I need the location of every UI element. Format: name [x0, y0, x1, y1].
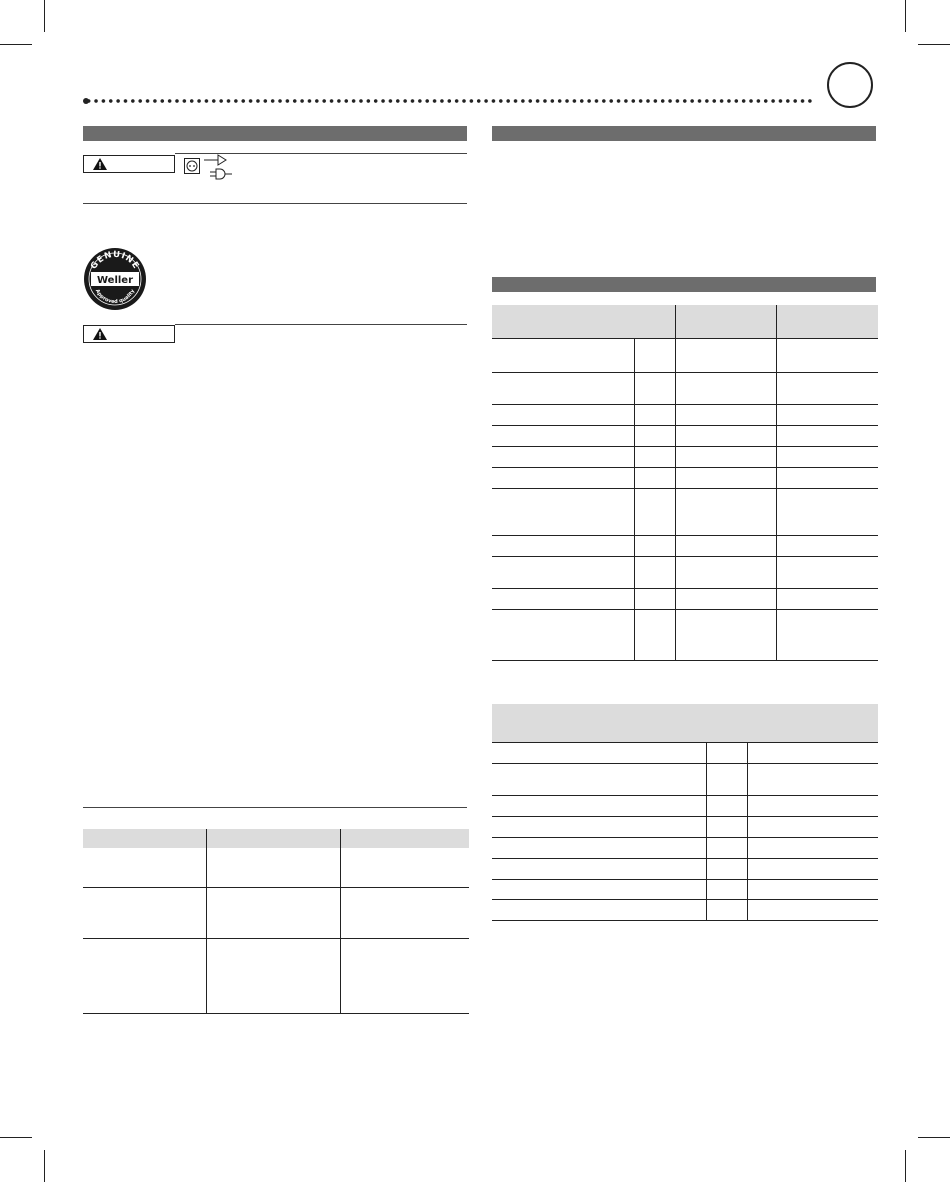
warning-box-1 [83, 155, 175, 173]
right-table-1-col-divider [634, 339, 635, 660]
plug-icon [204, 152, 234, 182]
right-table-2-header [492, 704, 878, 742]
logo-top-text: GENUINE [88, 249, 142, 272]
right-table-1-row-rule [492, 467, 878, 468]
left-rule-1 [83, 203, 467, 204]
crop-mark-bottom-right-h [918, 1137, 950, 1138]
weller-genuine-logo [82, 246, 148, 312]
left-section-band [83, 126, 467, 141]
crop-mark-top-right-v [905, 0, 906, 32]
left-table-row-rule [83, 1013, 469, 1014]
socket-icon [184, 158, 200, 174]
crop-mark-bottom-left-v [44, 1150, 45, 1182]
right-table-1-row-rule [492, 338, 878, 339]
left-table-header [83, 829, 469, 848]
right-table-1-row-rule [492, 609, 878, 610]
warning-row-rule-2 [175, 324, 467, 325]
right-table-1-row-rule [492, 488, 878, 489]
right-table-1-header [492, 305, 878, 338]
right-table-1-row-rule [492, 372, 878, 373]
crop-mark-top-left-h [0, 44, 32, 45]
right-table-2-row-rule [492, 816, 878, 817]
crop-mark-top-right-h [918, 44, 950, 45]
right-table-2-row-rule [492, 858, 878, 859]
right-table-1-row-rule [492, 446, 878, 447]
right-table-2-row-rule [492, 742, 878, 743]
right-table-1-row-rule [492, 404, 878, 405]
right-table-1-row-rule [492, 556, 878, 557]
left-table-col-divider [340, 829, 341, 1013]
left-table-row-rule [83, 938, 469, 939]
right-table-2-row-rule [492, 837, 878, 838]
right-table-2-row-rule [492, 920, 878, 921]
right-table-2-col-divider [747, 742, 748, 920]
crop-mark-bottom-left-h [0, 1137, 32, 1138]
right-table-1-row-rule [492, 535, 878, 536]
right-table-1-row-rule [492, 660, 878, 661]
right-section-band-2 [492, 277, 876, 292]
right-table-2-row-rule [492, 879, 878, 880]
left-table-row-rule [83, 887, 469, 888]
right-table-2-row-rule [492, 763, 878, 764]
right-table-2-col-divider [706, 742, 707, 920]
language-badge [827, 62, 873, 108]
right-table-2-row-rule [492, 899, 878, 900]
right-table-1-col-divider [675, 305, 676, 660]
left-rule-2 [83, 807, 467, 808]
warning-box-2 [83, 325, 175, 343]
right-table-1-row-rule [492, 588, 878, 589]
crop-mark-bottom-right-v [905, 1150, 906, 1182]
right-section-band-1 [492, 126, 876, 141]
right-table-1-row-rule [492, 425, 878, 426]
logo-middle-text: Weller [96, 275, 134, 286]
warning-icon [93, 328, 107, 340]
right-table-2-row-rule [492, 795, 878, 796]
crop-mark-top-left-v [44, 0, 45, 32]
header-dotted-rule [85, 98, 813, 104]
warning-icon [93, 158, 107, 170]
right-table-1-col-divider [776, 305, 777, 660]
left-table-col-divider [206, 829, 207, 1013]
logo-bottom-text: Approved quality [93, 288, 137, 306]
